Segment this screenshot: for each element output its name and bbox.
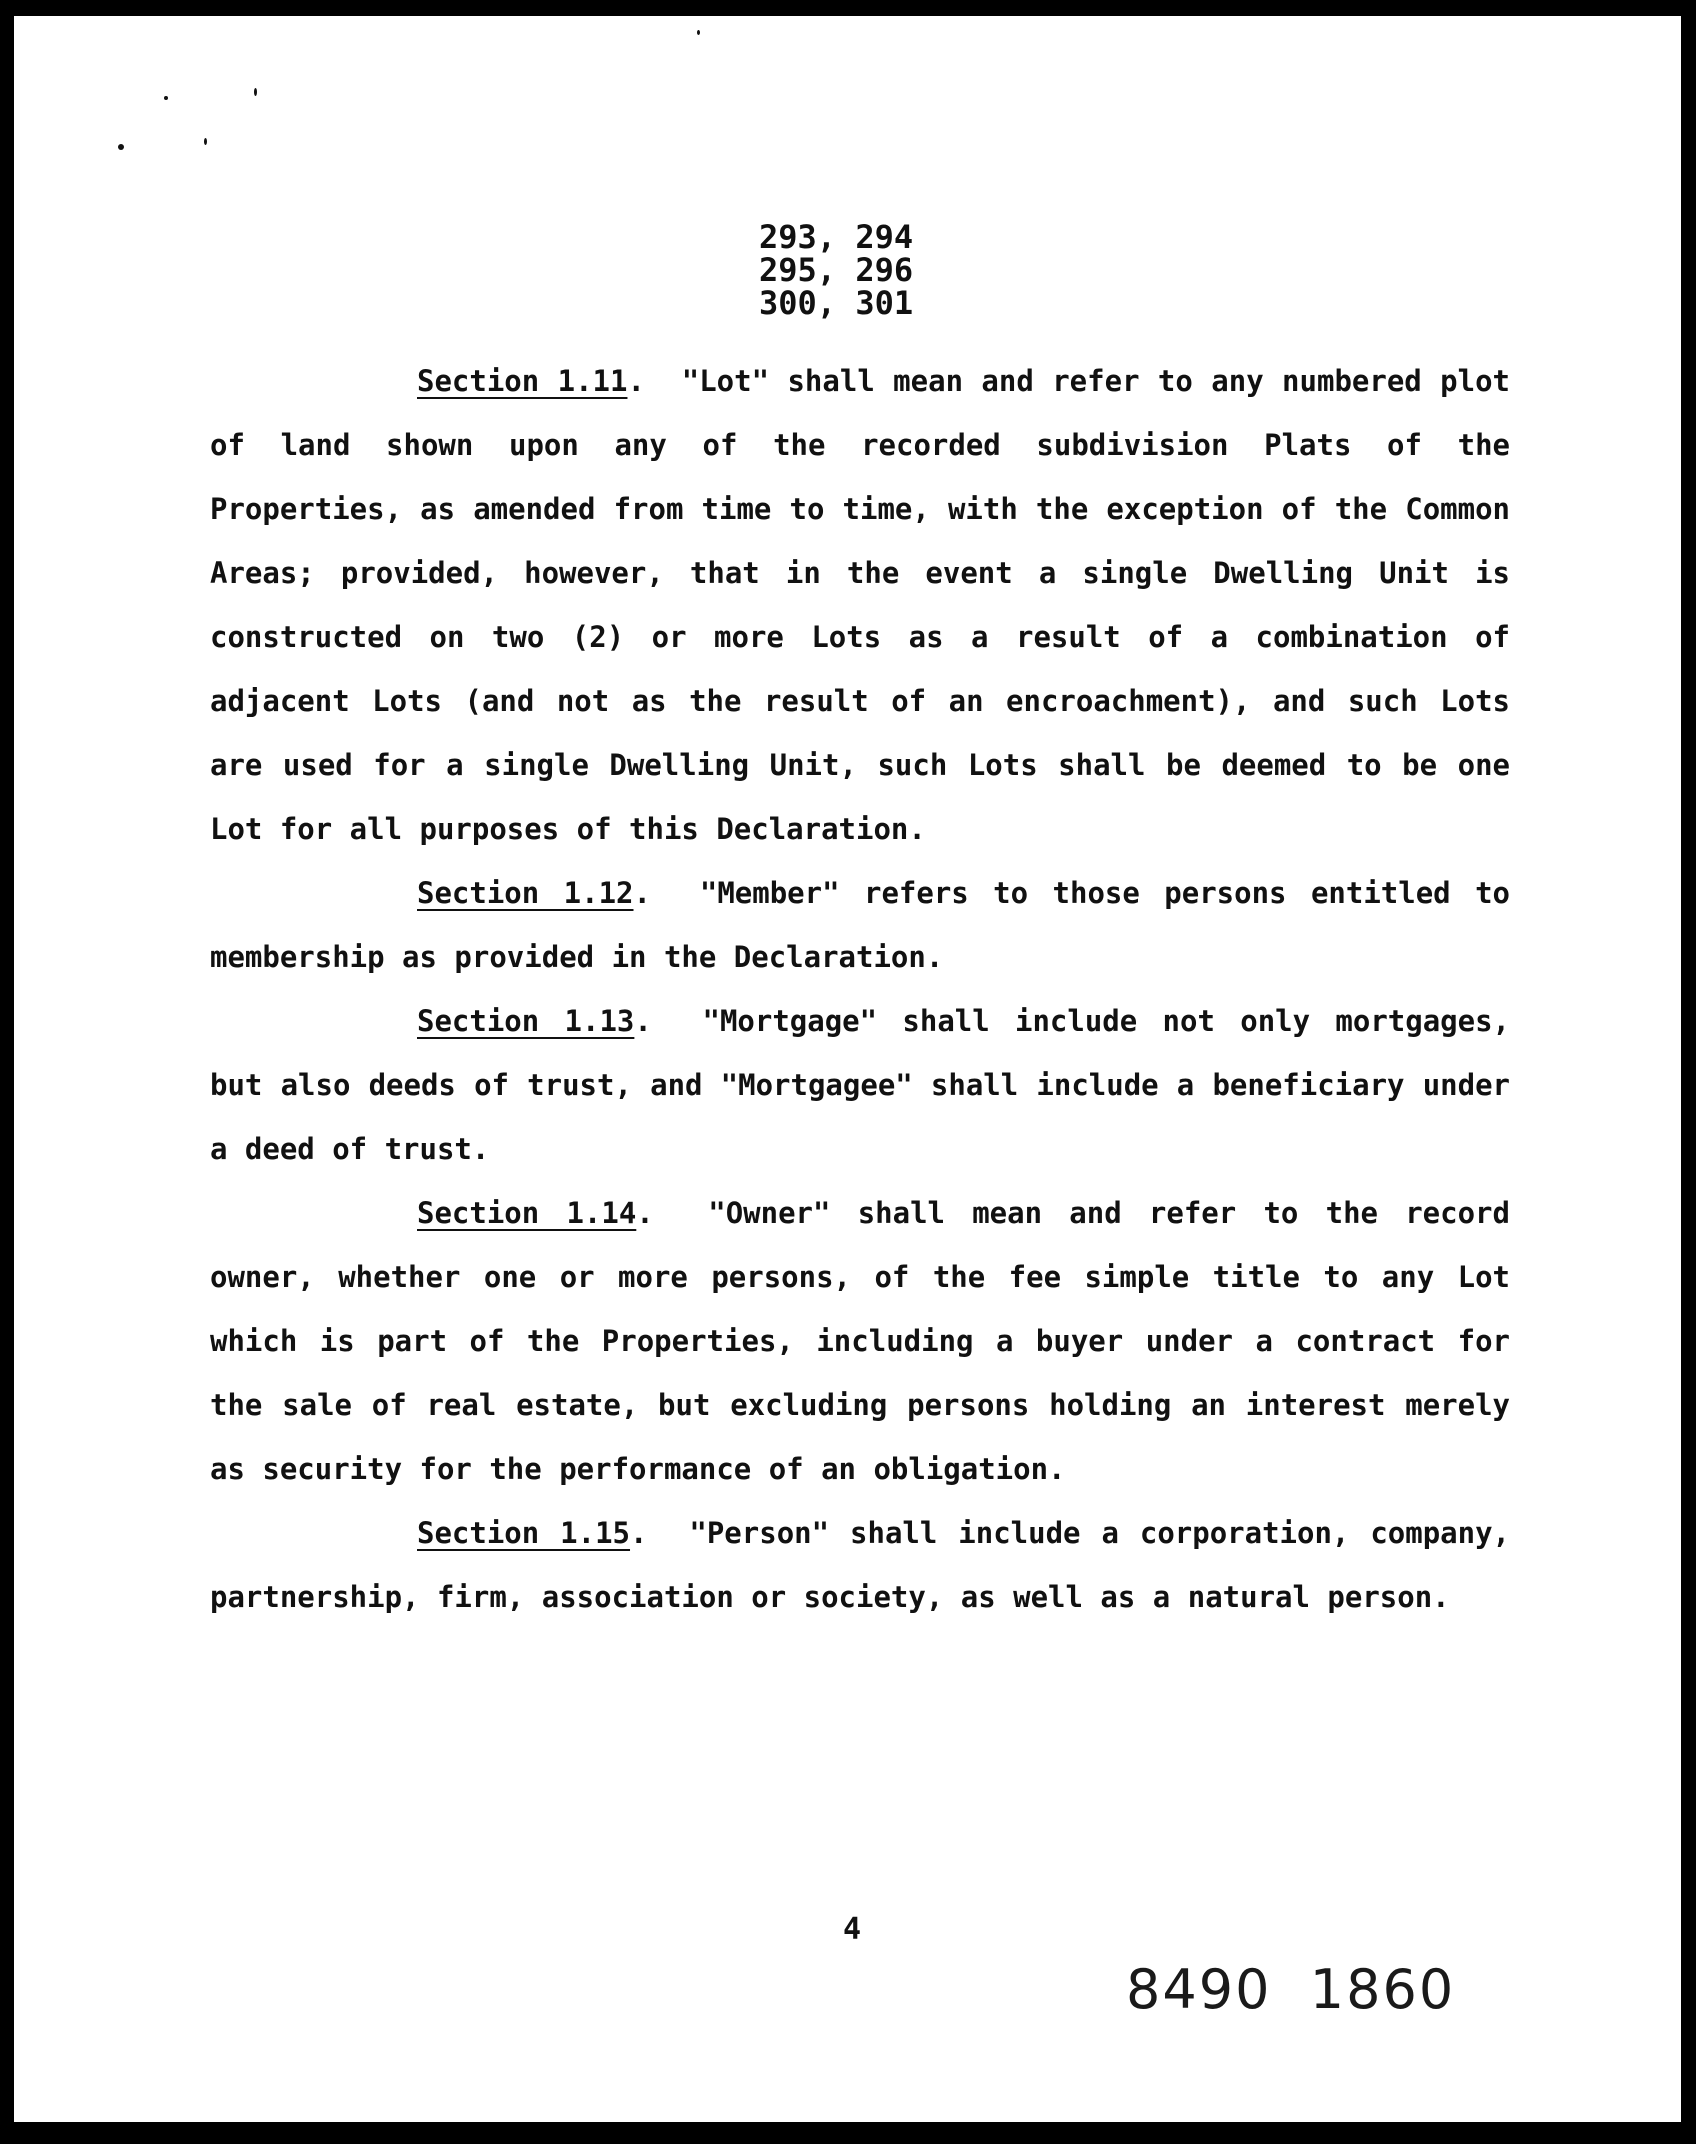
scan-speck <box>697 30 700 35</box>
document-stamp-number: 8490 1860 <box>1126 1958 1456 2021</box>
section-1-14: Section 1.14. "Owner" shall mean and refer to the record owner, whether one or more persons, of the fee simple title to any Lot which is part of the Properties, including a buyer under a contract for the sale of real estate, but excluding persons holding an interest merely as security for the performance of an obligation. <box>210 1196 1510 1486</box>
section-text: "Mortgage" shall include not only mortgages, but also deeds of trust, and "Mortgagee" shall include a beneficiary under a deed of trust. <box>210 1004 1510 1166</box>
section-heading: Section 1.12 <box>417 876 634 910</box>
section-1-11: Section 1.11. "Lot" shall mean and refer to any numbered plot of land shown upon any of the recorded subdivision Plats of the Properties, as amended from time to time, with the exception of the Common Areas; provided, however, that in the event a single Dwelling Unit is constructed on two (2) or more Lots as a result of a combination of adjacent Lots (and not as the result of an encroachment), and such Lots are used for a single Dwelling Unit, such Lots shall be deemed to be one Lot for all purposes of this Declaration. <box>210 364 1510 846</box>
section-heading: Section 1.11 <box>417 364 628 398</box>
scan-speck <box>118 144 124 150</box>
section-text: "Member" refers to those persons entitled to membership as provided in the Declaration. <box>210 876 1510 974</box>
document-body <box>210 349 1510 1629</box>
section-1-15: Section 1.15. "Person" shall include a corporation, company, partnership, firm, association or society, as well as a natural person. <box>210 1516 1510 1614</box>
section-text: "Person" shall include a corporation, company, partnership, firm, association or society, as well as a natural person. <box>210 1516 1510 1614</box>
section-text: "Owner" shall mean and refer to the record owner, whether one or more persons, of the fee simple title to any Lot which is part of the Properties, including a buyer under a contract for the sale of real estate, but excluding persons holding an interest merely as security for the performance of an obligation. <box>210 1196 1510 1486</box>
section-1-13: Section 1.13. "Mortgage" shall include not only mortgages, but also deeds of trust, and "Mortgagee" shall include a beneficiary under a deed of trust. <box>210 1004 1510 1166</box>
reference-line: 295, 296 <box>759 251 914 289</box>
scan-speck <box>204 138 207 145</box>
scan-speck <box>164 96 168 100</box>
reference-line: 300, 301 <box>759 284 914 322</box>
reference-numbers <box>759 218 914 322</box>
document-page <box>14 16 1681 2122</box>
section-1-12: Section 1.12. "Member" refers to those persons entitled to membership as provided in the Declaration. <box>210 876 1510 974</box>
section-heading: Section 1.14 <box>417 1196 637 1230</box>
page-number: 4 <box>843 1912 862 1947</box>
section-heading: Section 1.13 <box>417 1004 635 1038</box>
reference-line: 293, 294 <box>759 218 914 256</box>
scan-speck <box>254 88 257 96</box>
section-text: "Lot" shall mean and refer to any numbered plot of land shown upon any of the recorded subdivision Plats of the Properties, as amended from time to time, with the exception of the Common Areas; provided, however, that in the event a single Dwelling Unit is constructed on two (2) or more Lots as a result of a combination of adjacent Lots (and not as the result of an encroachment), and such Lots are used for a single Dwelling Unit, such Lots shall be deemed to be one Lot for all purposes of this Declaration. <box>210 364 1510 846</box>
section-heading: Section 1.15 <box>417 1516 631 1550</box>
